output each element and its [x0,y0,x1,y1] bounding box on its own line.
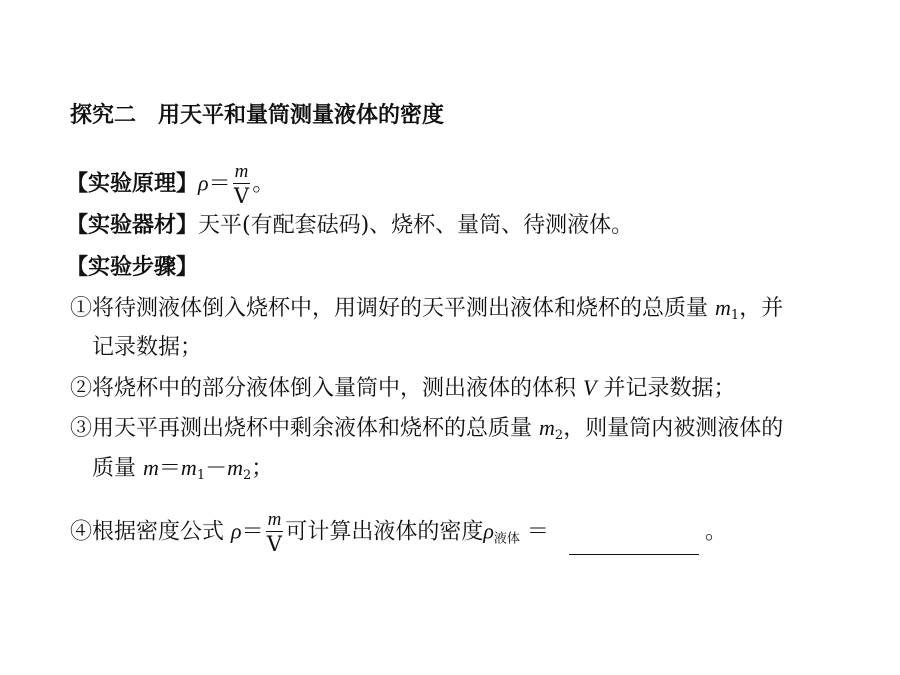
density-fraction [233,162,251,207]
subscript: 1 [196,468,206,483]
step-1-text-end: ，并 [739,296,784,321]
step-1-line-1 [70,294,783,330]
section-title: 探究二 用天平和量筒测量液体的密度 [70,103,445,128]
step-1-continuation: 记录数据； [92,335,203,360]
rho-symbol: ρ [231,518,242,544]
step-3-line-2 [92,454,273,490]
period: 。 [704,519,727,545]
m-variable: m [143,455,159,480]
m-variable: m [227,455,243,480]
fraction-denominator: V [266,532,283,556]
answer-blank [569,532,699,555]
m-variable: m [180,455,197,480]
principle-line [66,162,274,207]
fraction-numerator: m [234,161,249,182]
step-2-text: ②将烧杯中的部分液体倒入量筒中，测出液体的体积 [70,376,577,401]
step-4-text-mid: 可计算出液体的密度 [285,519,484,545]
step-4-text: ④根据密度公式 [70,519,225,545]
v-variable: V [583,375,597,400]
equals-sign: ＝ [208,171,231,197]
equals-sign: ＝ [158,456,181,481]
rho-subscript: 液体 [493,531,520,547]
rho-symbol: ρ [198,170,209,196]
step-3-text: ③用天平再测出烧杯中剩余液体和烧杯的总质量 [70,416,533,441]
step-4-line [70,510,727,555]
step-3-text-end: ，则量筒内被测液体的 [563,416,784,441]
equals-sign: ＝ [526,519,549,545]
steps-label: 【实验步骤】 [66,255,199,280]
subscript: 1 [730,308,740,323]
minus-sign: － [205,456,228,481]
subscript: 2 [554,428,564,443]
step-2-text-end: 并记录数据； [603,376,736,401]
step-3-line-1 [70,414,783,450]
step-2-line [70,374,735,403]
m-variable: m [715,295,731,320]
rho-symbol: ρ [483,518,494,544]
equipment-label: 【实验器材】 [66,213,199,238]
semicolon: ； [251,456,274,481]
density-fraction [266,510,284,555]
equals-sign: ＝ [241,519,264,545]
equipment-line [66,212,633,240]
step-1-line-2 [92,334,202,362]
m-variable: m [539,415,555,440]
principle-label: 【实验原理】 [66,171,199,197]
subscript: 2 [243,468,252,483]
equipment-text: 天平(有配套砝码)、烧杯、量筒、待测液体。 [198,213,634,238]
fraction-denominator: V [233,184,250,208]
fraction-numerator: m [267,509,282,530]
step-3-continuation: 质量 [92,456,137,481]
period: 。 [252,171,275,197]
step-1-text: ①将待测液体倒入烧杯中，用调好的天平测出液体和烧杯的总质量 [70,296,709,321]
